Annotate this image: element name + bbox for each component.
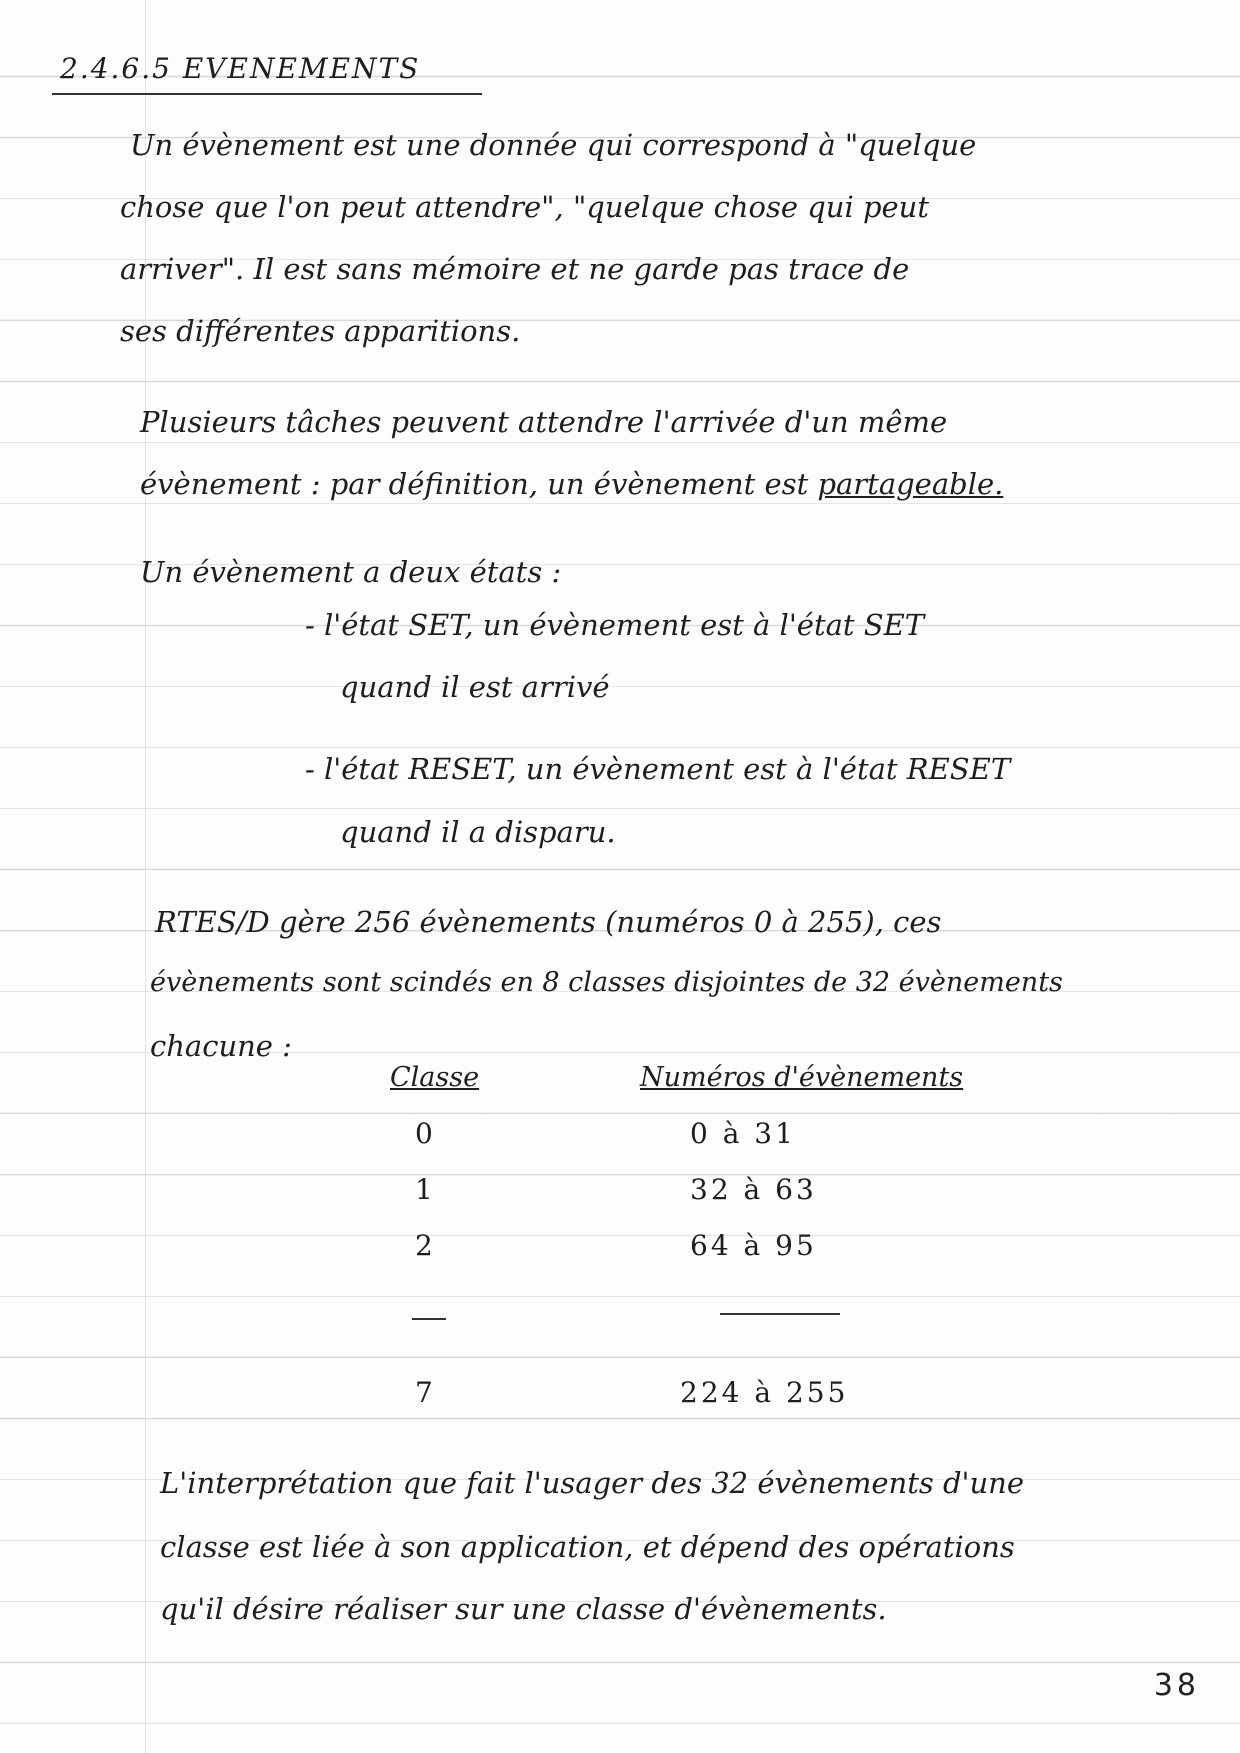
rtes-line: chacune : (150, 1029, 292, 1063)
closing-line: classe est liée à son application, et dépend des opérations (160, 1530, 1015, 1564)
paragraph-line: Plusieurs tâches peuvent attendre l'arrivée d'un même (140, 405, 948, 439)
paragraph-text: évènement : par définition, un évènement est (140, 467, 809, 501)
heading-underline (52, 93, 482, 95)
table-cell-range: 64 à 95 (690, 1229, 817, 1262)
table-header-class: Classe (390, 1062, 480, 1093)
state-item-set-detail: quand il est arrivé (340, 670, 610, 704)
table-cell-range: 0 à 31 (690, 1117, 796, 1150)
table-cell-range: 32 à 63 (690, 1173, 817, 1206)
underlined-word: partageable. (817, 467, 1004, 501)
paragraph-line: chose que l'on peut attendre", "quelque chose qui peut (120, 190, 930, 224)
paragraph-line (140, 467, 1003, 501)
closing-line: qu'il désire réaliser sur une classe d'évènements. (160, 1592, 887, 1626)
page-number: 38 (1153, 1668, 1200, 1703)
table-cell-class: 0 (415, 1117, 436, 1150)
paragraph-line: Un évènement est une donnée qui correspond à "quelque (130, 128, 977, 162)
table-header-numbers: Numéros d'évènements (640, 1062, 964, 1093)
state-item-reset: - l'état RESET, un évènement est à l'état RESET (305, 752, 1011, 786)
rtes-line: RTES/D gère 256 évènements (numéros 0 à 255), ces (155, 905, 942, 939)
rtes-line: évènements sont scindés en 8 classes disjointes de 32 évènements (150, 967, 1063, 998)
table-cell-class: 1 (415, 1173, 436, 1206)
table-cell-class: 7 (415, 1376, 436, 1409)
section-heading: 2.4.6.5 EVENEMENTS (60, 52, 421, 85)
paragraph-line: arriver". Il est sans mémoire et ne garde pas trace de (120, 252, 910, 286)
ellipsis-dash (412, 1318, 446, 1320)
paragraph-line: Un évènement a deux états : (140, 555, 562, 589)
state-item-reset-detail: quand il a disparu. (340, 815, 616, 849)
closing-line: L'interprétation que fait l'usager des 32 évènements d'une (160, 1466, 1025, 1500)
ellipsis-dash (720, 1313, 840, 1315)
table-cell-range: 224 à 255 (680, 1376, 849, 1409)
paragraph-line: ses différentes apparitions. (120, 314, 521, 348)
table-cell-class: 2 (415, 1229, 436, 1262)
state-item-set: - l'état SET, un évènement est à l'état SET (305, 608, 925, 642)
